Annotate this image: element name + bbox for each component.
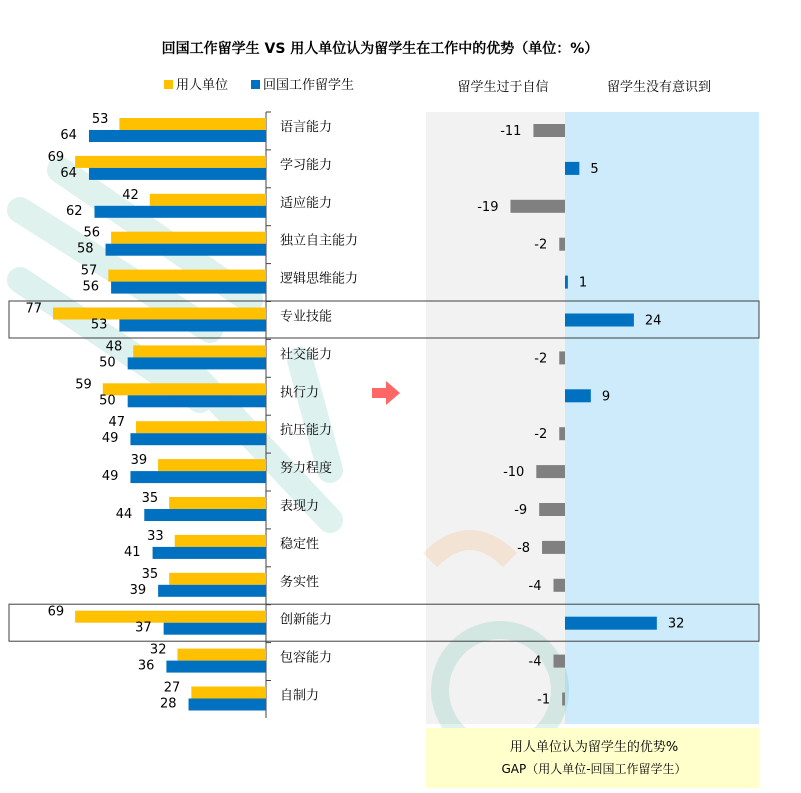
value-label-employer: 69 xyxy=(47,604,65,620)
gap-bar xyxy=(565,314,634,327)
bar-employer xyxy=(108,270,266,282)
gap-bar xyxy=(565,389,591,402)
legend-swatch-returnee xyxy=(251,80,260,89)
bar-employer xyxy=(133,345,266,357)
bar-returnee xyxy=(164,623,266,635)
value-label-employer: 69 xyxy=(47,149,65,165)
category-label: 包容能力 xyxy=(280,650,333,666)
value-label-returnee: 28 xyxy=(159,696,177,712)
bar-employer xyxy=(111,232,266,244)
category-label: 适应能力 xyxy=(280,195,333,211)
bar-employer xyxy=(75,156,266,168)
category-label: 自制力 xyxy=(280,688,320,704)
value-label-returnee: 64 xyxy=(60,165,77,181)
value-label-returnee: 44 xyxy=(115,507,133,522)
category-label: 专业技能 xyxy=(280,309,333,325)
bar-employer xyxy=(177,649,266,661)
value-label-returnee: 49 xyxy=(101,469,119,485)
value-label-returnee: 64 xyxy=(60,128,77,143)
bar-returnee xyxy=(94,206,266,218)
gap-value-label: -1 xyxy=(537,692,551,708)
gap-header-left: 留学生过于自信 xyxy=(457,80,549,95)
bar-returnee xyxy=(128,395,266,407)
bar-returnee xyxy=(166,661,266,673)
gap-bar xyxy=(565,162,579,175)
legend-label-employer: 用人单位 xyxy=(176,78,229,93)
bar-employer xyxy=(136,421,266,433)
bar-returnee xyxy=(130,471,266,483)
gap-bar xyxy=(559,427,565,440)
gap-bar xyxy=(562,693,565,706)
bar-employer xyxy=(158,459,266,471)
bar-employer xyxy=(169,573,266,585)
gap-value-label: -2 xyxy=(534,427,548,443)
bar-returnee xyxy=(89,168,266,180)
category-label: 学习能力 xyxy=(280,157,333,173)
category-label: 社交能力 xyxy=(280,347,333,363)
bar-returnee xyxy=(189,699,266,711)
category-label: 努力程度 xyxy=(280,461,333,477)
value-label-employer: 47 xyxy=(108,415,125,431)
arrow-icon xyxy=(372,381,400,405)
gap-value-label: -8 xyxy=(517,540,531,556)
gap-bar xyxy=(533,124,565,137)
bar-employer xyxy=(75,611,266,623)
value-label-returnee: 37 xyxy=(135,620,152,636)
bar-returnee xyxy=(89,130,266,142)
bar-returnee xyxy=(128,357,266,369)
bar-employer xyxy=(175,535,266,547)
gap-value-label: 24 xyxy=(644,313,662,329)
value-label-employer: 33 xyxy=(147,528,164,544)
value-label-returnee: 36 xyxy=(137,658,155,674)
gap-bar xyxy=(554,579,565,592)
category-label: 抗压能力 xyxy=(280,423,333,439)
gap-value-label: 5 xyxy=(590,161,599,177)
bar-returnee xyxy=(130,433,266,445)
category-label: 创新能力 xyxy=(280,612,333,628)
gap-bar xyxy=(536,465,565,478)
value-label-returnee: 50 xyxy=(99,355,116,371)
gap-bar xyxy=(510,200,565,213)
footer-line1: 用人单位认为留学生的优势% xyxy=(509,740,679,755)
gap-value-label: -10 xyxy=(503,465,525,481)
value-label-returnee: 41 xyxy=(124,544,141,560)
bar-returnee xyxy=(111,282,266,294)
value-label-employer: 35 xyxy=(141,491,159,506)
category-label: 语言能力 xyxy=(280,120,333,135)
gap-value-label: -4 xyxy=(528,654,542,670)
gap-bar xyxy=(539,503,565,516)
category-label: 表现力 xyxy=(280,499,320,514)
value-label-returnee: 58 xyxy=(77,241,94,257)
category-label: 独立自主能力 xyxy=(280,233,359,249)
bar-employer xyxy=(119,118,266,130)
bar-returnee xyxy=(158,585,266,597)
value-label-employer: 59 xyxy=(75,377,92,393)
gap-value-label: -4 xyxy=(528,578,542,594)
bar-employer xyxy=(150,194,266,206)
value-label-employer: 35 xyxy=(141,566,159,582)
value-label-returnee: 62 xyxy=(65,203,83,219)
bar-employer xyxy=(103,383,266,395)
value-label-employer: 42 xyxy=(122,187,139,203)
bar-returnee xyxy=(106,244,266,256)
gap-value-label: -19 xyxy=(477,199,499,215)
bar-employer xyxy=(169,497,266,509)
value-label-employer: 27 xyxy=(163,680,181,696)
gap-value-label: -2 xyxy=(534,237,548,253)
value-label-employer: 32 xyxy=(149,642,167,658)
legend-swatch-employer xyxy=(164,80,173,89)
value-label-employer: 56 xyxy=(83,225,101,241)
value-label-returnee: 50 xyxy=(99,393,116,409)
value-label-employer: 53 xyxy=(91,112,109,127)
category-label: 稳定性 xyxy=(280,536,320,552)
gap-value-label: 1 xyxy=(578,275,588,291)
value-label-employer: 39 xyxy=(130,453,148,469)
footer-box xyxy=(426,728,759,788)
bar-returnee xyxy=(119,320,266,332)
gap-value-label: -2 xyxy=(534,351,548,367)
gap-bar xyxy=(559,238,565,251)
gap-bar xyxy=(565,276,568,289)
value-label-employer: 48 xyxy=(105,339,123,355)
category-label: 执行力 xyxy=(280,385,320,401)
gap-bar xyxy=(565,617,657,630)
gap-value-label: -9 xyxy=(514,503,528,518)
bar-employer xyxy=(191,687,266,699)
gap-bar xyxy=(542,541,565,554)
footer-line2: GAP（用人单位-回国工作留学生） xyxy=(501,762,687,776)
value-label-returnee: 53 xyxy=(90,317,108,333)
gap-bar xyxy=(559,351,565,364)
value-label-employer: 57 xyxy=(80,263,98,279)
value-label-returnee: 39 xyxy=(129,582,147,598)
chart-title: 回国工作留学生 VS 用人单位认为留学生在工作中的优势（单位：%） xyxy=(161,41,599,57)
gap-value-label: 9 xyxy=(601,389,611,405)
legend-label-returnee: 回国工作留学生 xyxy=(263,78,355,93)
bar-returnee xyxy=(144,509,266,521)
value-label-returnee: 49 xyxy=(101,431,119,447)
value-label-returnee: 56 xyxy=(82,279,100,295)
gap-header-right: 留学生没有意识到 xyxy=(606,80,712,95)
bar-employer xyxy=(53,308,266,320)
category-label: 逻辑思维能力 xyxy=(280,271,359,287)
bar-returnee xyxy=(153,547,266,559)
gap-positive-background xyxy=(565,112,759,724)
category-label: 务实性 xyxy=(280,574,320,590)
gap-value-label: 32 xyxy=(667,616,685,632)
value-label-employer: 77 xyxy=(25,301,42,317)
gap-bar xyxy=(554,655,565,668)
gap-value-label: -11 xyxy=(500,124,522,139)
